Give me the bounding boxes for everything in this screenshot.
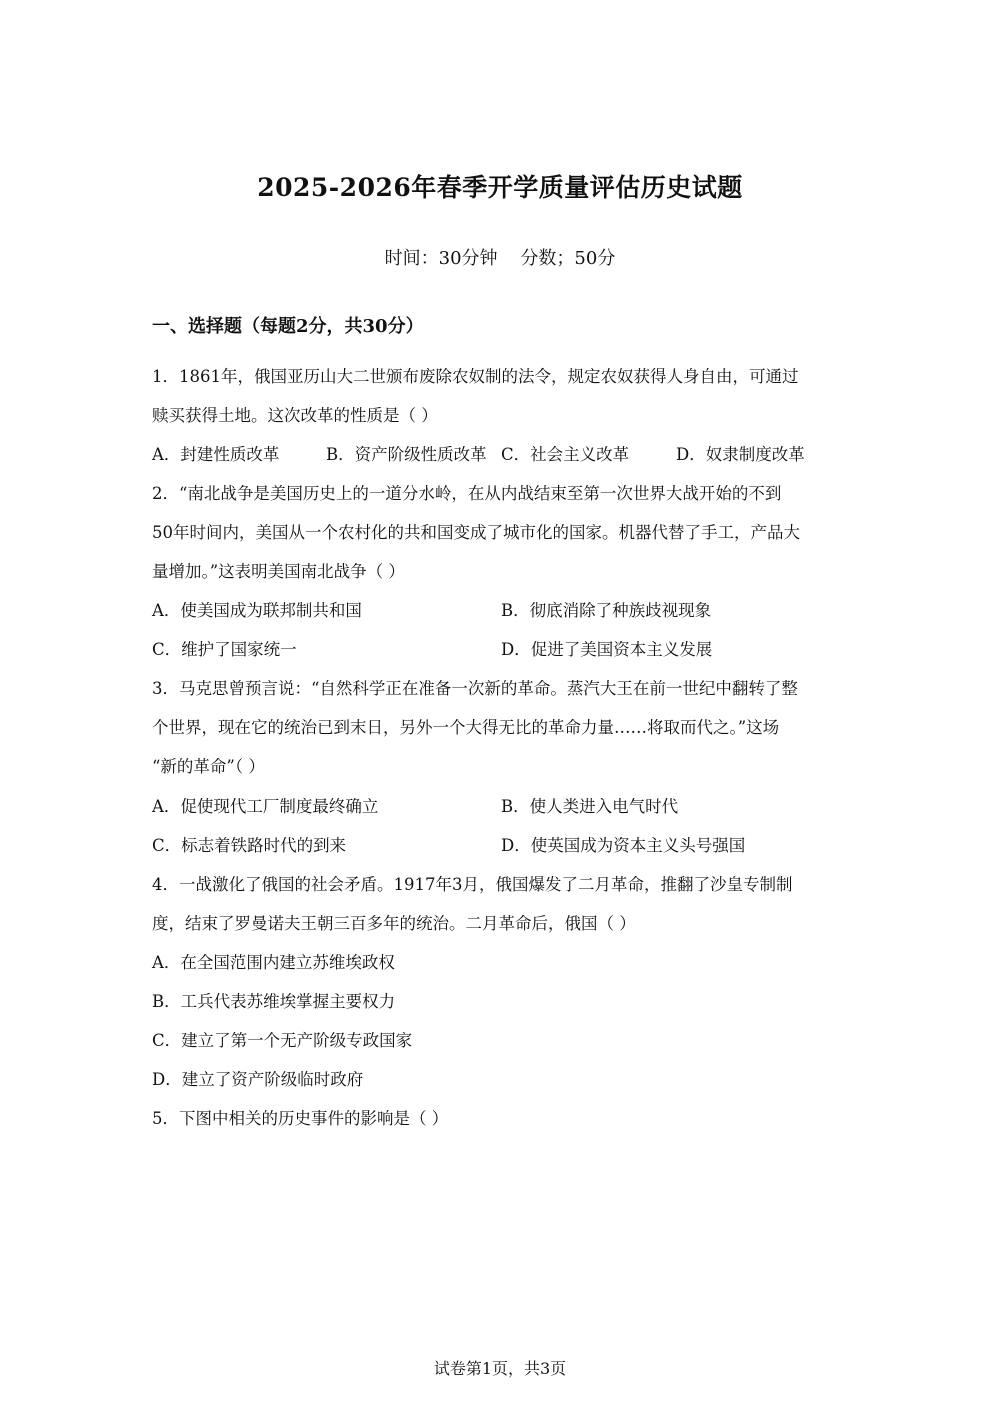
question-3-stem-line3: “新的革命”（ ） (152, 757, 265, 776)
question-5-stem-line1: 5．下图中相关的历史事件的影响是（ ） (152, 1109, 449, 1128)
question-3-option-c: C．标志着铁路时代的到来 (152, 836, 347, 855)
question-1-option-c: C．社会主义改革 (501, 445, 630, 464)
question-3-option-a: A．促使现代工厂制度最终确立 (152, 797, 379, 816)
question-2-option-a: A．使美国成为联邦制共和国 (152, 601, 362, 620)
question-4-option-d: D．建立了资产阶级临时政府 (152, 1070, 364, 1089)
question-1-option-b: B．资产阶级性质改革 (326, 445, 487, 464)
question-3-stem-line1: 3．马克思曾预言说：“自然科学正在准备一次新的革命。蒸汽大王在前一世纪中翻转了整 (152, 679, 798, 698)
page-footer: 试卷第1页，共3页 (433, 1359, 567, 1378)
question-2-stem-line3: 量增加。”这表明美国南北战争（ ） (152, 562, 405, 581)
question-4-option-a: A．在全国范围内建立苏维埃政权 (152, 953, 395, 972)
question-2-option-b: B．彻底消除了种族歧视现象 (501, 601, 712, 620)
question-2-stem-line2: 50年时间内，美国从一个农村化的共和国变成了城市化的国家。机器代替了手工，产品大 (152, 523, 800, 542)
question-3-option-b: B．使人类进入电气时代 (501, 797, 679, 816)
question-1-stem-line1: 1．1861年，俄国亚历山大二世颁布废除农奴制的法令，规定农奴获得人身自由，可通过 (152, 367, 799, 386)
question-1-option-a: A．封建性质改革 (152, 445, 280, 464)
question-3-stem-line2: 个世界，现在它的统治已到末日，另外一个大得无比的革命力量……将取而代之。”这场 (152, 718, 780, 737)
question-2-stem-line1: 2．“南北战争是美国历史上的一道分水岭，在从内战结束至第一次世界大战开始的不到 (152, 484, 782, 503)
question-4-option-b: B．工兵代表苏维埃掌握主要权力 (152, 992, 396, 1011)
question-4-stem-line2: 度，结束了罗曼诺夫王朝三百多年的统治。二月革命后，俄国（ ） (152, 914, 636, 933)
section-heading: 一、选择题（每题2分，共30分） (152, 316, 424, 337)
question-2-option-c: C．维护了国家统一 (152, 640, 297, 659)
exam-title: 2025-2026年春季开学质量评估历史试题 (257, 173, 743, 202)
question-2-option-d: D．促进了美国资本主义发展 (501, 640, 713, 659)
question-1-stem-line2: 赎买获得土地。这次改革的性质是（ ） (152, 406, 438, 425)
question-4-option-c: C．建立了第一个无产阶级专政国家 (152, 1031, 413, 1050)
question-3-option-d: D．使英国成为资本主义头号强国 (501, 836, 746, 855)
question-1-option-d: D．奴隶制度改革 (676, 445, 805, 464)
exam-time-score: 时间：30分钟 分数；50分 (384, 248, 616, 269)
question-4-stem-line1: 4．一战激化了俄国的社会矛盾。1917年3月，俄国爆发了二月革命，推翻了沙皇专制制 (152, 875, 793, 894)
